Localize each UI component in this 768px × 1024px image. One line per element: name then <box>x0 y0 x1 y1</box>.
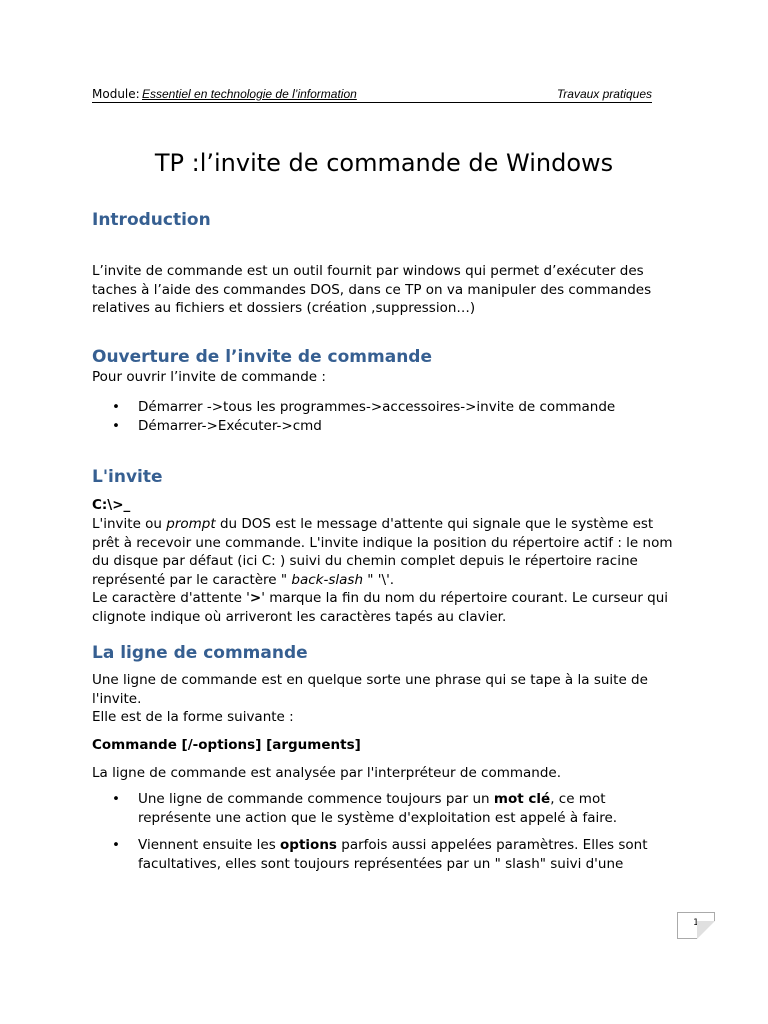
invite-paragraph-2: Le caractère d'attente '>' marque la fin du nom du répertoire courant. Le curseur qui clignote indique où arriveront les caractères tapés au clavier. <box>92 590 669 625</box>
heading-ouverture: Ouverture de l’invite de commande <box>92 347 432 367</box>
list-item: • Démarrer ->tous les programmes->accessoires->invite de commande <box>112 399 616 415</box>
ligne-paragraph-2: Elle est de la forme suivante : <box>92 709 294 725</box>
module-label: Module: <box>92 87 140 101</box>
intro-paragraph: L’invite de commande est un outil fournit par windows qui permet d’exécuter des taches à l’aide des commandes DOS, dans ce TP on va manipuler des commandes relatives au fichiers et dossiers (création ,suppression…) <box>92 263 652 316</box>
ligne-paragraph-1: Une ligne de commande est en quelque sorte une phrase qui se tape à la suite de l'invite. <box>92 672 648 707</box>
ouverture-paragraph: Pour ouvrir l’invite de commande : <box>92 369 326 385</box>
ouverture-list <box>92 398 682 435</box>
heading-ligne-de-commande: La ligne de commande <box>92 643 308 663</box>
command-syntax: Commande [/-options] [arguments] <box>92 737 361 753</box>
bullet-icon: • <box>112 837 120 853</box>
header-right-text: Travaux pratiques <box>556 87 652 101</box>
bullet-icon: • <box>112 399 120 415</box>
page-header <box>92 87 652 103</box>
page-number-box <box>677 912 715 939</box>
heading-introduction: Introduction <box>92 210 211 230</box>
module-name: Essentiel en technologie de l’information <box>142 87 357 101</box>
list-item: • Viennent ensuite les options parfois aussi appelées paramètres. Elles sont facultatives, elles sont toujours représentées par un " slash" suivi d'une <box>112 837 648 872</box>
page-fold-icon <box>697 921 715 939</box>
page-number: 1 <box>693 918 699 928</box>
ligne-list <box>92 790 682 873</box>
heading-invite: L'invite <box>92 467 163 487</box>
list-item: • Démarrer->Exécuter->cmd <box>112 417 322 434</box>
prompt-example: C:\>_ <box>92 497 131 513</box>
invite-paragraph-1: L'invite ou prompt du DOS est le message d'attente qui signale que le système est prêt à recevoir une commande. L'invite indique la position du répertoire actif : le nom du disque par défaut (ici C: ) suivi du chemin complet depuis le répertoire racine représenté par le caractère " back-slash " '\'. <box>92 516 673 588</box>
bullet-icon: • <box>112 791 120 807</box>
bullet-icon: • <box>112 417 120 434</box>
document-title: TP :l’invite de commande de Windows <box>154 149 614 177</box>
ligne-paragraph-3: La ligne de commande est analysée par l'interpréteur de commande. <box>92 765 562 781</box>
list-item: • Une ligne de commande commence toujours par un mot clé, ce mot représente une action que le système d'exploitation est appelé à faire. <box>112 791 618 826</box>
